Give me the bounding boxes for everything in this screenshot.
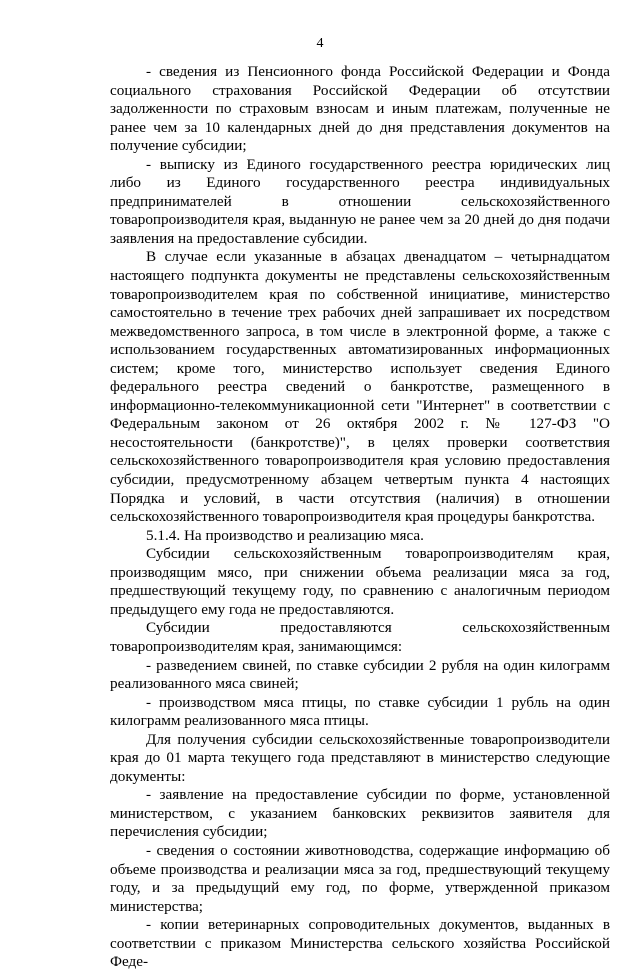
paragraph-subsidy-not-granted: Субсидии сельскохозяйственным товаропроизводителям края, производящим мясо, при снижении объема реализации мяса за год, предшествующий текущему году, по сравнению с аналогичным периодом предыдущего ему года не предоставляются. (110, 545, 610, 618)
paragraph-pension-fund-info: - сведения из Пенсионного фонда Российской Федерации и Фонда социального страхования Российской Федерации об отсутствии задолженности по страховым взносам и иным платежам, полученные не ранее чем за 10 календарных дней до дня представления документов на получение субсидии; (110, 63, 610, 155)
paragraph-livestock-info: - сведения о состоянии животноводства, содержащие информацию об объеме производства и реализации мяса за год, предшествующий текущему году, и за предыдущий ему год, по форме, утвержденной приказом министерства; (110, 841, 610, 915)
document-body (110, 63, 610, 972)
paragraph-pig-breeding-rate: - разведением свиней, по ставке субсидии 2 рубля на один килограмм реализованного мяса свиней; (110, 656, 610, 693)
paragraph-subsidy-granted-to: Субсидии предоставляются сельскохозяйственным товаропроизводителям края, занимающимся: (110, 619, 610, 655)
paragraph-poultry-meat-rate: - производством мяса птицы, по ставке субсидии 1 рубль на один килограмм реализованного мяса птицы. (110, 693, 610, 730)
paragraph-required-documents: Для получения субсидии сельскохозяйственные товаропроизводители края до 01 марта текущего года представляют в министерство следующие документы: (110, 730, 610, 785)
paragraph-veterinary-documents: - копии ветеринарных сопроводительных документов, выданных в соответствии с приказом Министерства сельского хозяйства Российской Феде- (110, 916, 610, 971)
section-heading-meat-production: 5.1.4. На производство и реализацию мяса. (146, 526, 424, 544)
paragraph-application-form: - заявление на предоставление субсидии по форме, установленной министерством, с указанием банковских реквизитов заявителя для перечисления субсидии; (110, 786, 610, 841)
paragraph-registry-extract: - выписку из Единого государственного реестра юридических лиц либо из Единого государственного реестра индивидуальных предпринимателей в отношении сельскохозяйственного товаропроизводителя края, выданную не ранее чем за 20 дней до дня подачи заявления на предоставление субсидии. (110, 155, 610, 247)
page-number: 4 (316, 36, 324, 51)
paragraph-interagency-request: В случае если указанные в абзацах двенадцатом – четырнадцатом настоящего подпункта документы не представлены сельскохозяйственным товаропроизводителем края по собственной инициативе, министерство самостоятельно в течение трех рабочих дней запрашивает их посредством межведомственного запроса, в том числе в электронной форме, а также с использованием государственных автоматизированных информационных систем; кроме того, министерство использует сведения Единого федерального реестра сведений о банкротстве, размещенного в информационно-телекоммуникационной сети "Интернет" в соответствии с Федеральным законом от 26 октября 2002 г. № 127-ФЗ "О несостоятельности (банкротстве)", в целях проверки соответствия сельскохозяйственного товаропроизводителя края условию предоставления субсидии, предусмотренному абзацем четвертым пункта 4 настоящих Порядка и условий, в части отсутствия (наличия) в отношении сельскохозяйственного товаропроизводителя края процедуры банкротства. (110, 248, 610, 526)
